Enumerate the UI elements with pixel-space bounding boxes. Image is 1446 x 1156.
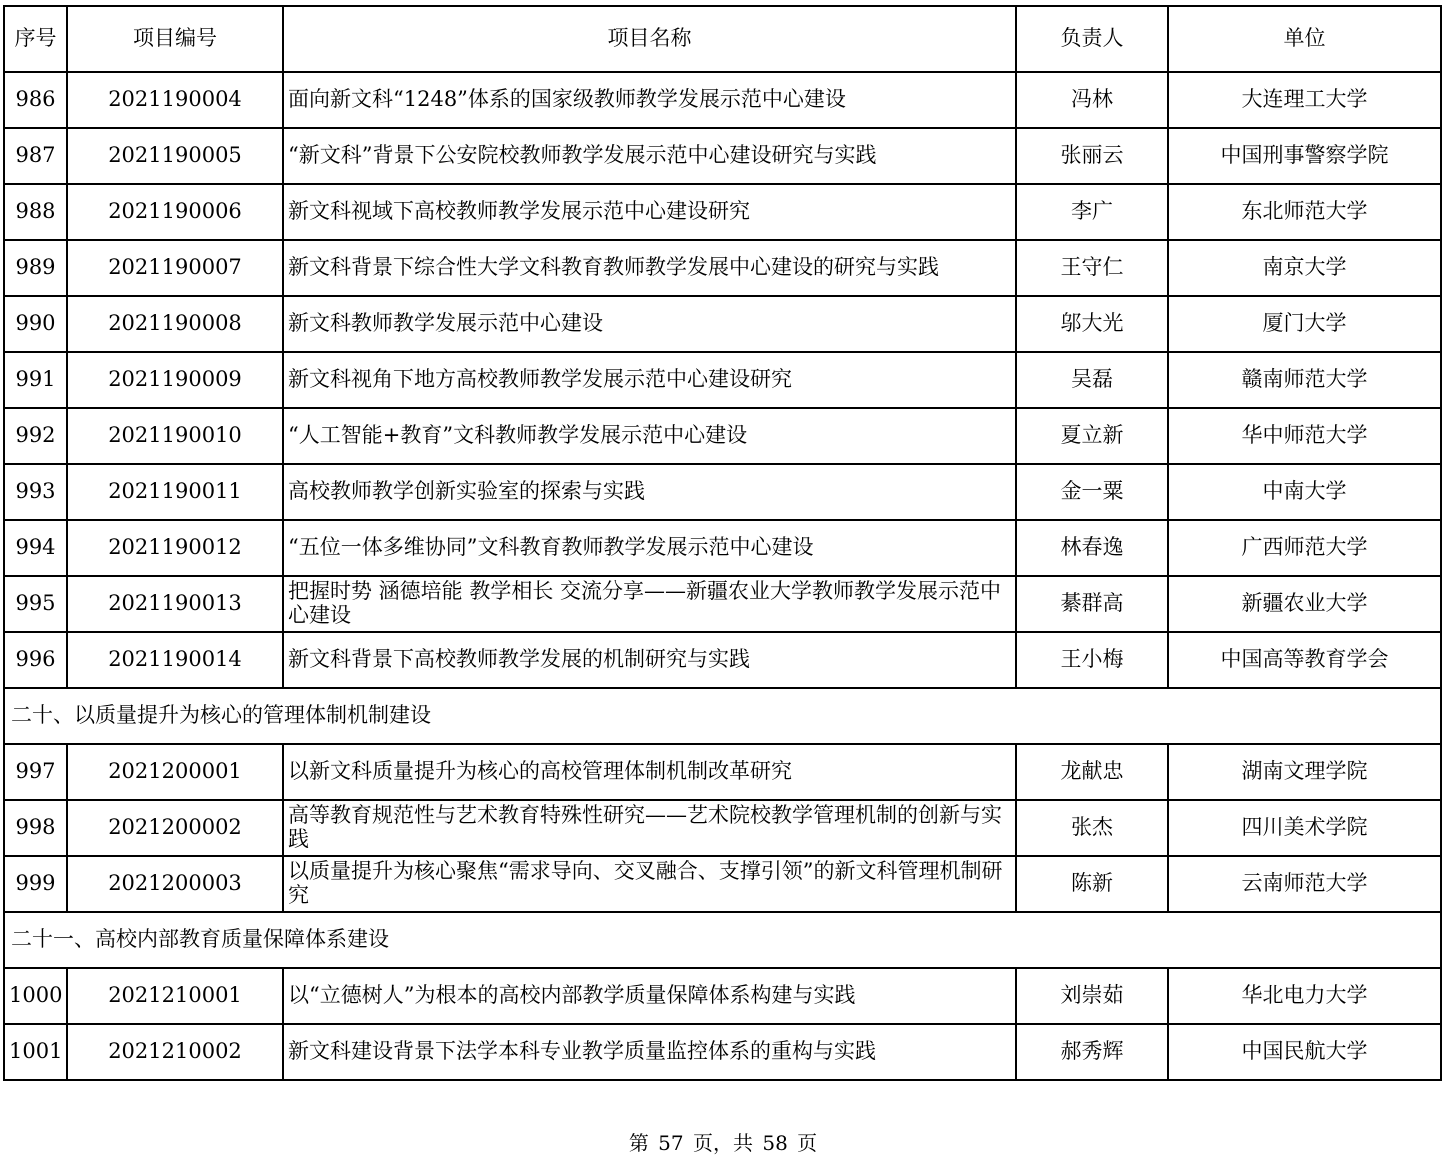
cell-owner: 邬大光 — [1016, 296, 1168, 352]
cell-no: 989 — [4, 240, 67, 296]
cell-name: 新文科教师教学发展示范中心建设 — [283, 296, 1016, 352]
table-row — [4, 520, 1441, 576]
table-row — [4, 464, 1441, 520]
table-row — [4, 800, 1441, 856]
cell-code: 2021200001 — [67, 744, 283, 800]
cell-owner: 金一粟 — [1016, 464, 1168, 520]
cell-no: 1000 — [4, 968, 67, 1024]
cell-code: 2021200002 — [67, 800, 283, 856]
cell-name: 新文科背景下高校教师教学发展的机制研究与实践 — [283, 632, 1016, 688]
table-row — [4, 352, 1441, 408]
cell-owner: 王小梅 — [1016, 632, 1168, 688]
cell-unit: 中南大学 — [1168, 464, 1441, 520]
cell-no: 992 — [4, 408, 67, 464]
table-row — [4, 744, 1441, 800]
cell-code: 2021190011 — [67, 464, 283, 520]
cell-no: 986 — [4, 72, 67, 128]
header-unit: 单位 — [1168, 6, 1441, 72]
cell-unit: 云南师范大学 — [1168, 856, 1441, 912]
cell-owner: 郝秀辉 — [1016, 1024, 1168, 1080]
header-no: 序号 — [4, 6, 67, 72]
cell-unit: 中国刑事警察学院 — [1168, 128, 1441, 184]
header-name: 项目名称 — [283, 6, 1016, 72]
cell-name: 新文科视域下高校教师教学发展示范中心建设研究 — [283, 184, 1016, 240]
table-row — [4, 856, 1441, 912]
cell-unit: 中国高等教育学会 — [1168, 632, 1441, 688]
cell-no: 995 — [4, 576, 67, 632]
cell-owner: 龙献忠 — [1016, 744, 1168, 800]
cell-owner: 陈新 — [1016, 856, 1168, 912]
cell-unit: 广西师范大学 — [1168, 520, 1441, 576]
cell-no: 990 — [4, 296, 67, 352]
cell-code: 2021190010 — [67, 408, 283, 464]
table-row — [4, 1024, 1441, 1080]
cell-name: 以“立德树人”为根本的高校内部教学质量保障体系构建与实践 — [283, 968, 1016, 1024]
cell-unit: 华北电力大学 — [1168, 968, 1441, 1024]
section-row — [4, 912, 1441, 968]
cell-no: 999 — [4, 856, 67, 912]
section-row — [4, 688, 1441, 744]
cell-code: 2021190012 — [67, 520, 283, 576]
cell-name: 以质量提升为核心聚焦“需求导向、交叉融合、支撑引领”的新文科管理机制研究 — [283, 856, 1016, 912]
table-row — [4, 72, 1441, 128]
cell-no: 997 — [4, 744, 67, 800]
header-code: 项目编号 — [67, 6, 283, 72]
cell-name: 面向新文科“1248”体系的国家级教师教学发展示范中心建设 — [283, 72, 1016, 128]
cell-unit: 中国民航大学 — [1168, 1024, 1441, 1080]
cell-name: “新文科”背景下公安院校教师教学发展示范中心建设研究与实践 — [283, 128, 1016, 184]
cell-code: 2021190007 — [67, 240, 283, 296]
cell-owner: 吴磊 — [1016, 352, 1168, 408]
section-title: 二十一、高校内部教育质量保障体系建设 — [4, 912, 1441, 968]
cell-owner: 李广 — [1016, 184, 1168, 240]
cell-owner: 林春逸 — [1016, 520, 1168, 576]
table-row — [4, 576, 1441, 632]
page-footer: 第 57 页，共 58 页 — [628, 1131, 818, 1155]
cell-name: 以新文科质量提升为核心的高校管理体制机制改革研究 — [283, 744, 1016, 800]
cell-unit: 湖南文理学院 — [1168, 744, 1441, 800]
cell-code: 2021190014 — [67, 632, 283, 688]
cell-no: 987 — [4, 128, 67, 184]
cell-name: 新文科背景下综合性大学文科教育教师教学发展中心建设的研究与实践 — [283, 240, 1016, 296]
cell-unit: 东北师范大学 — [1168, 184, 1441, 240]
table-row — [4, 184, 1441, 240]
cell-no: 994 — [4, 520, 67, 576]
table-body — [4, 72, 1441, 1080]
cell-no: 988 — [4, 184, 67, 240]
cell-unit: 华中师范大学 — [1168, 408, 1441, 464]
cell-code: 2021190009 — [67, 352, 283, 408]
cell-code: 2021190004 — [67, 72, 283, 128]
table-header-row — [4, 6, 1441, 72]
cell-no: 996 — [4, 632, 67, 688]
cell-code: 2021190006 — [67, 184, 283, 240]
cell-owner: 綦群高 — [1016, 576, 1168, 632]
cell-no: 991 — [4, 352, 67, 408]
table-row — [4, 968, 1441, 1024]
cell-name: 把握时势 涵德培能 教学相长 交流分享——新疆农业大学教师教学发展示范中心建设 — [283, 576, 1016, 632]
table-row — [4, 240, 1441, 296]
cell-code: 2021190013 — [67, 576, 283, 632]
cell-name: “五位一体多维协同”文科教育教师教学发展示范中心建设 — [283, 520, 1016, 576]
cell-owner: 刘崇茹 — [1016, 968, 1168, 1024]
table-row — [4, 296, 1441, 352]
cell-code: 2021190005 — [67, 128, 283, 184]
cell-owner: 冯林 — [1016, 72, 1168, 128]
cell-code: 2021210002 — [67, 1024, 283, 1080]
cell-unit: 南京大学 — [1168, 240, 1441, 296]
cell-owner: 张丽云 — [1016, 128, 1168, 184]
cell-no: 993 — [4, 464, 67, 520]
cell-name: 新文科建设背景下法学本科专业教学质量监控体系的重构与实践 — [283, 1024, 1016, 1080]
project-table — [3, 5, 1442, 1081]
cell-unit: 赣南师范大学 — [1168, 352, 1441, 408]
cell-name: 高等教育规范性与艺术教育特殊性研究——艺术院校教学管理机制的创新与实践 — [283, 800, 1016, 856]
table-row — [4, 632, 1441, 688]
cell-no: 1001 — [4, 1024, 67, 1080]
cell-name: “人工智能+教育”文科教师教学发展示范中心建设 — [283, 408, 1016, 464]
header-owner: 负责人 — [1016, 6, 1168, 72]
cell-unit: 四川美术学院 — [1168, 800, 1441, 856]
cell-no: 998 — [4, 800, 67, 856]
cell-name: 新文科视角下地方高校教师教学发展示范中心建设研究 — [283, 352, 1016, 408]
cell-owner: 王守仁 — [1016, 240, 1168, 296]
cell-unit: 厦门大学 — [1168, 296, 1441, 352]
cell-code: 2021190008 — [67, 296, 283, 352]
cell-unit: 新疆农业大学 — [1168, 576, 1441, 632]
cell-unit: 大连理工大学 — [1168, 72, 1441, 128]
cell-owner: 张杰 — [1016, 800, 1168, 856]
section-title: 二十、以质量提升为核心的管理体制机制建设 — [4, 688, 1441, 744]
cell-owner: 夏立新 — [1016, 408, 1168, 464]
table-row — [4, 408, 1441, 464]
cell-code: 2021200003 — [67, 856, 283, 912]
table-row — [4, 128, 1441, 184]
cell-name: 高校教师教学创新实验室的探索与实践 — [283, 464, 1016, 520]
cell-code: 2021210001 — [67, 968, 283, 1024]
